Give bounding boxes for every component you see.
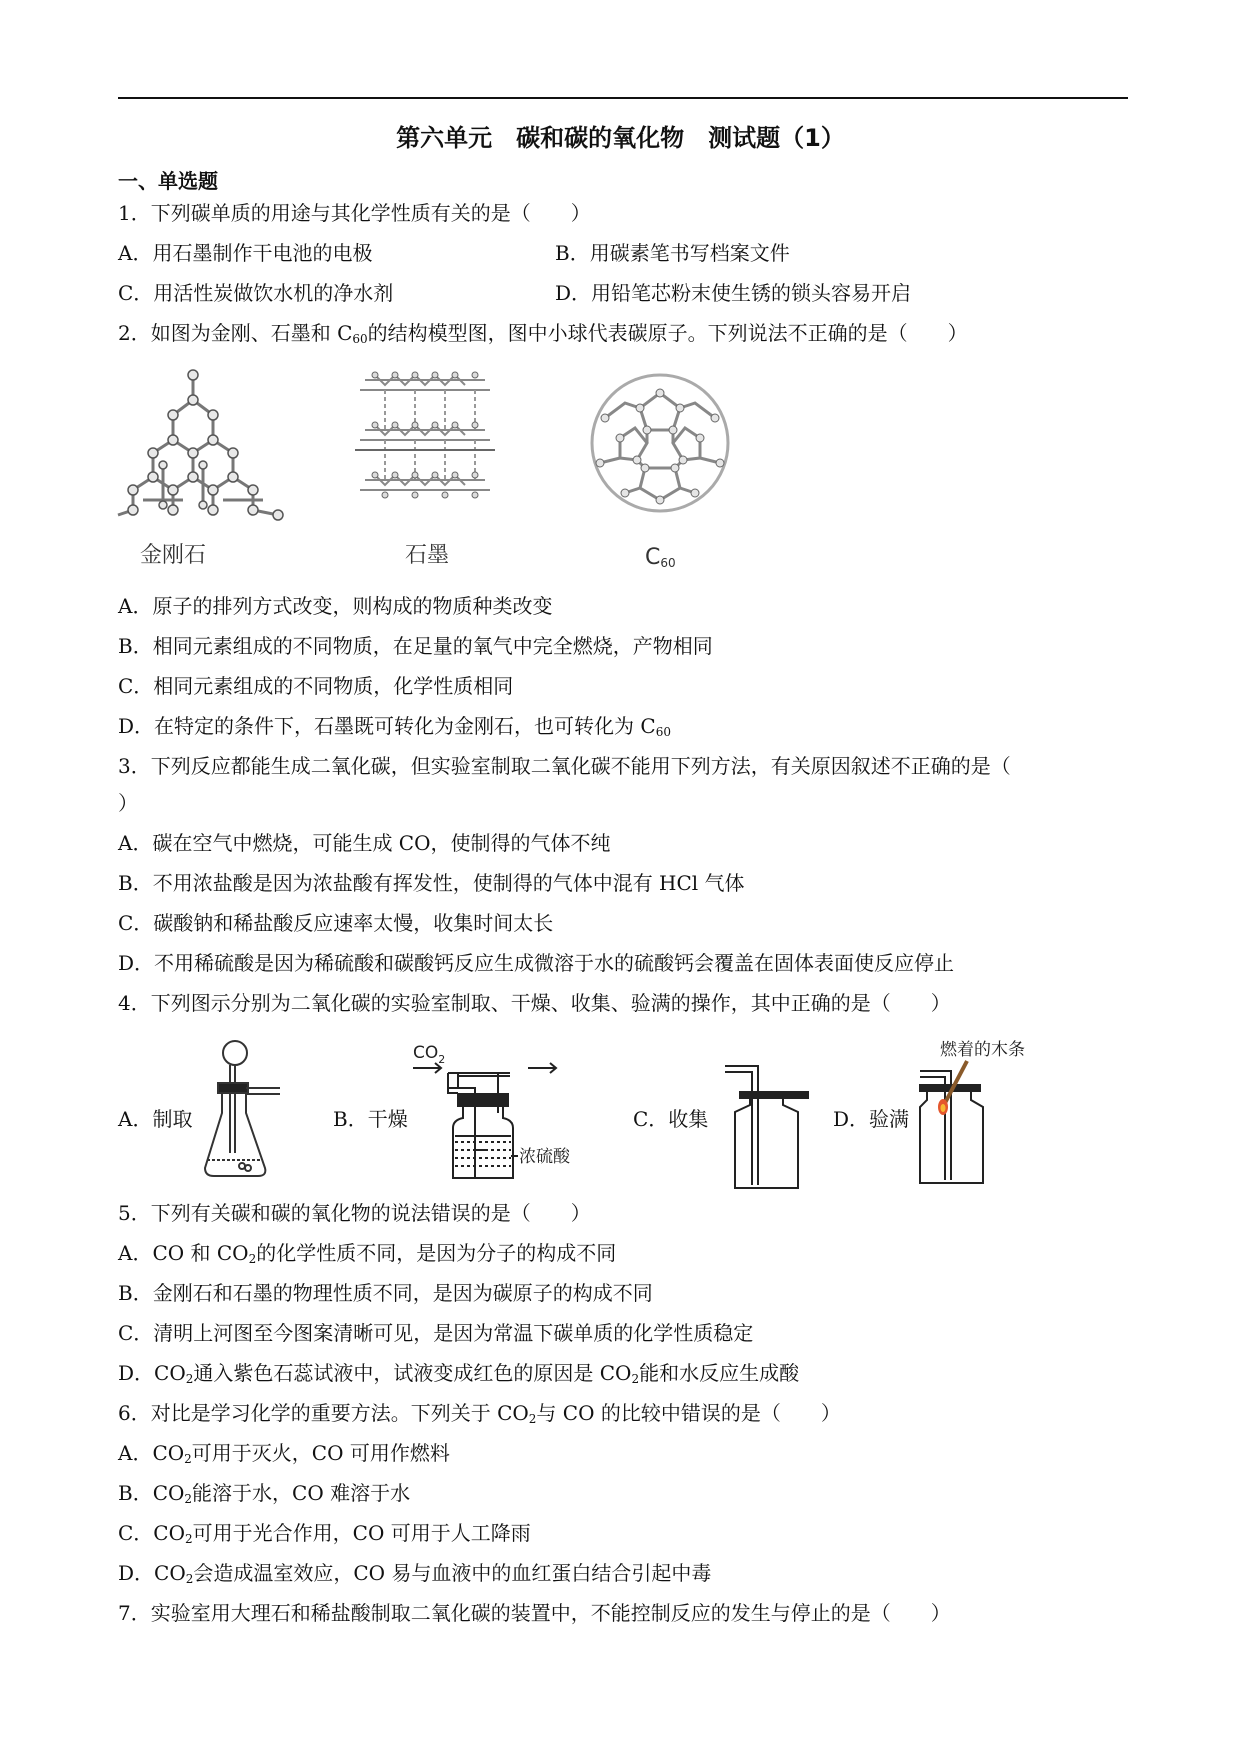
q2-stem: 2．如图为金刚、石墨和 $C_{60}$的结构模型图，图中小球代表碳原子。下列说法不正确的是（ ） bbox=[118, 321, 968, 346]
q4-option-c: C．收集 bbox=[633, 1107, 709, 1131]
q1-option-d: D．用铅笔芯粉末使生锈的锁头容易开启 bbox=[555, 281, 912, 305]
c60-structure-figure bbox=[585, 368, 735, 518]
q1-option-c: C．用活性炭做饮水机的净水剂 bbox=[118, 281, 394, 305]
q3-option-c: C．碳酸钠和稀盐酸反应速率太慢，收集时间太长 bbox=[118, 911, 554, 935]
q3-option-d: D．不用稀硫酸是因为稀硫酸和碳酸钙反应生成微溶于水的硫酸钙会覆盖在固体表面使反应停止 bbox=[118, 951, 955, 975]
acid-label: 浓硫酸 bbox=[519, 1147, 570, 1167]
co2-label: $CO_2$ bbox=[413, 1043, 446, 1066]
q6-option-b: B．$CO_2$能溶于水，CO 难溶于水 bbox=[118, 1481, 411, 1506]
burning-stick-label: 燃着的木条 bbox=[940, 1040, 1025, 1060]
q4-stem: 4．下列图示分别为二氧化碳的实验室制取、干燥、收集、验满的操作，其中正确的是（ ） bbox=[118, 991, 951, 1015]
co2-generation-apparatus-figure bbox=[200, 1038, 300, 1183]
graphite-label: 石墨 bbox=[405, 543, 450, 568]
diamond-structure-figure bbox=[118, 365, 288, 525]
section-heading: 一、单选题 bbox=[118, 169, 218, 193]
q2-option-a: A．原子的排列方式改变，则构成的物质种类改变 bbox=[118, 594, 553, 618]
q5-stem: 5．下列有关碳和碳的氧化物的说法错误的是（ ） bbox=[118, 1201, 591, 1225]
co2-full-test-apparatus-figure bbox=[915, 1035, 1055, 1185]
c60-label: $C_{60}$ bbox=[645, 545, 676, 570]
q5-option-d: D．$CO_2$通入紫色石蕊试液中，试液变成红色的原因是 $CO_2$能和水反应生成酸 bbox=[118, 1361, 800, 1386]
diamond-label: 金刚石 bbox=[140, 543, 207, 568]
q1-option-a: A．用石墨制作干电池的电极 bbox=[118, 241, 373, 265]
top-rule bbox=[118, 97, 1128, 99]
q3-option-b: B．不用浓盐酸是因为浓盐酸有挥发性，使制得的气体中混有 HCl 气体 bbox=[118, 871, 745, 895]
graphite-structure-figure bbox=[355, 365, 495, 525]
q7-stem: 7．实验室用大理石和稀盐酸制取二氧化碳的装置中，不能控制反应的发生与停止的是（ ） bbox=[118, 1601, 951, 1625]
q3-option-a: A．碳在空气中燃烧，可能生成 CO，使制得的气体不纯 bbox=[118, 831, 611, 855]
page-title: 第六单元 碳和碳的氧化物 测试题（1） bbox=[396, 124, 845, 152]
q5-option-c: C．清明上河图至今图案清晰可见，是因为常温下碳单质的化学性质稳定 bbox=[118, 1321, 754, 1345]
q2-option-d: D．在特定的条件下，石墨既可转化为金刚石，也可转化为 $C_{60}$ bbox=[118, 714, 671, 739]
q1-option-b: B．用碳素笔书写档案文件 bbox=[555, 241, 790, 265]
q6-option-a: A．$CO_2$可用于灭火，CO 可用作燃料 bbox=[118, 1441, 450, 1466]
q6-stem: 6．对比是学习化学的重要方法。下列关于 $CO_2$与 CO 的比较中错误的是（ ） bbox=[118, 1401, 841, 1426]
q2-option-b: B．相同元素组成的不同物质，在足量的氧气中完全燃烧，产物相同 bbox=[118, 634, 713, 658]
q6-option-d: D．$CO_2$会造成温室效应，CO 易与血液中的血红蛋白结合引起中毒 bbox=[118, 1561, 712, 1586]
q4-option-d: D．验满 bbox=[833, 1107, 910, 1131]
q6-option-c: C．$CO_2$可用于光合作用，CO 可用于人工降雨 bbox=[118, 1521, 531, 1546]
co2-drying-apparatus-figure bbox=[413, 1038, 613, 1183]
q2-option-c: C．相同元素组成的不同物质，化学性质相同 bbox=[118, 674, 514, 698]
q1-stem: 1．下列碳单质的用途与其化学性质有关的是（ ） bbox=[118, 201, 591, 225]
q3-stem: 3．下列反应都能生成二氧化碳，但实验室制取二氧化碳不能用下列方法，有关原因叙述不正确的是（ bbox=[118, 754, 1011, 778]
q5-option-a: A．CO 和 $CO_2$的化学性质不同，是因为分子的构成不同 bbox=[118, 1241, 617, 1266]
q4-option-a: A．制取 bbox=[118, 1107, 193, 1131]
q3-stem-cont: ） bbox=[118, 791, 138, 815]
q5-option-b: B．金刚石和石墨的物理性质不同，是因为碳原子的构成不同 bbox=[118, 1281, 653, 1305]
q4-option-b: B．干燥 bbox=[333, 1107, 408, 1131]
co2-collection-apparatus-figure bbox=[720, 1060, 810, 1190]
